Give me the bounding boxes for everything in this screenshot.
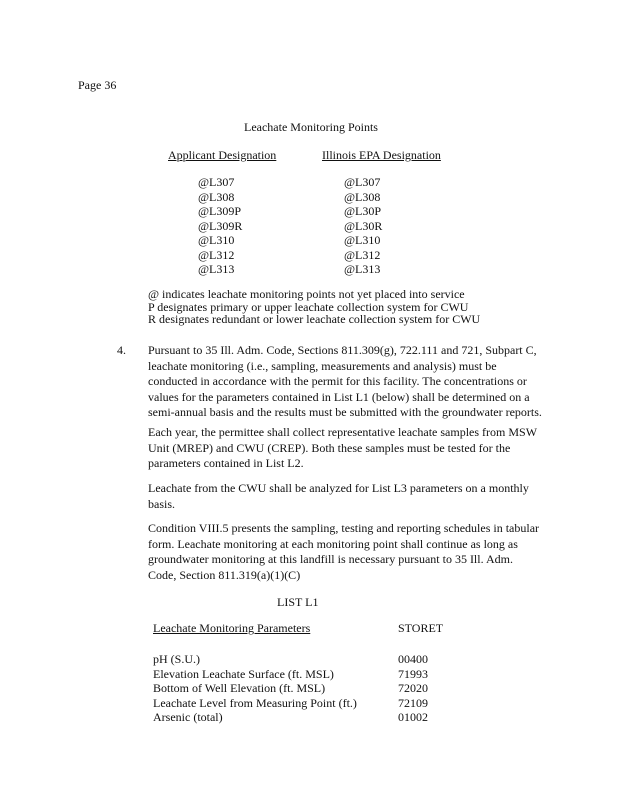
list-item: @L308 (198, 189, 235, 204)
table-row: Bottom of Well Elevation (ft. MSL) (153, 681, 326, 695)
table-cell: 00400 (398, 652, 428, 666)
list-item: @L307 (198, 175, 235, 189)
designation-notes (148, 287, 480, 325)
list-item: @L310 (198, 233, 235, 247)
list-item: @L310 (344, 233, 381, 247)
condition-paragraph-2: Each year, the permittee shall collect representative leachate samples from MSW Unit (MREP) and CWU (CREP). Both these samples must be tested for the parameters contained in List L2. (148, 425, 538, 470)
list-l1-title: LIST L1 (277, 595, 319, 609)
condition-paragraph-1: Pursuant to 35 Ill. Adm. Code, Sections 811.309(g), 722.111 and 721, Subpart C, leachate monitoring (i.e., sampling, measurements and analysis) must be conducted in accordance with the permit for this facility. The concentrations or values for the parameters contained in List L1 (below) shall be determined on a semi-annual basis and the results must be submitted with the groundwater reports. (148, 343, 542, 419)
parameters-column (153, 652, 357, 725)
monitoring-points-title: Leachate Monitoring Points (244, 120, 378, 134)
epa-designation-list (344, 175, 382, 277)
note-line: R designates redundant or lower leachate collection system for CWU (148, 312, 481, 326)
storet-column (398, 652, 428, 725)
condition-paragraph-4: Condition VIII.5 presents the sampling, testing and reporting schedules in tabular form. Leachate monitoring at each monitoring point shall continue as long as groundwater monitoring at this landfill is necessary pursuant to 35 Ill. Adm. Code, Section 811.319(a)(1)(C) (148, 521, 540, 582)
list-item: @L313 (198, 262, 235, 276)
condition-number: 4. (117, 343, 126, 357)
epa-designation-header: Illinois EPA Designation (322, 148, 441, 162)
table-row: Arsenic (total) (153, 710, 223, 724)
table-cell: 72020 (398, 681, 428, 695)
page-header: Page 36 (78, 78, 117, 92)
table-cell: 71993 (398, 666, 428, 681)
condition-paragraph-3: Leachate from the CWU shall be analyzed for List L3 parameters on a monthly basis. (148, 481, 529, 511)
table-row: pH (S.U.) (153, 652, 200, 666)
list-item: @L309P (198, 204, 242, 218)
applicant-designation-list (198, 175, 242, 277)
note-line: P designates primary or upper leachate collection system for CWU (148, 299, 469, 314)
list-item: @L30P (344, 204, 382, 218)
table-row: Leachate Level from Measuring Point (ft.) (153, 695, 357, 710)
table-cell: 72109 (398, 695, 428, 710)
list-item: @L30R (344, 218, 383, 233)
applicant-designation-header: Applicant Designation (168, 148, 277, 162)
table-row: Elevation Leachate Surface (ft. MSL) (153, 666, 334, 681)
parameters-header: Leachate Monitoring Parameters (153, 621, 311, 635)
list-item: @L312 (198, 247, 235, 262)
table-cell: 01002 (398, 710, 428, 724)
storet-header: STORET (398, 621, 444, 635)
list-item: @L309R (198, 218, 243, 233)
list-item: @L307 (344, 175, 381, 189)
list-item: @L313 (344, 262, 381, 276)
list-item: @L308 (344, 189, 381, 204)
list-item: @L312 (344, 247, 381, 262)
note-line: @ indicates leachate monitoring points not yet placed into service (148, 287, 465, 301)
